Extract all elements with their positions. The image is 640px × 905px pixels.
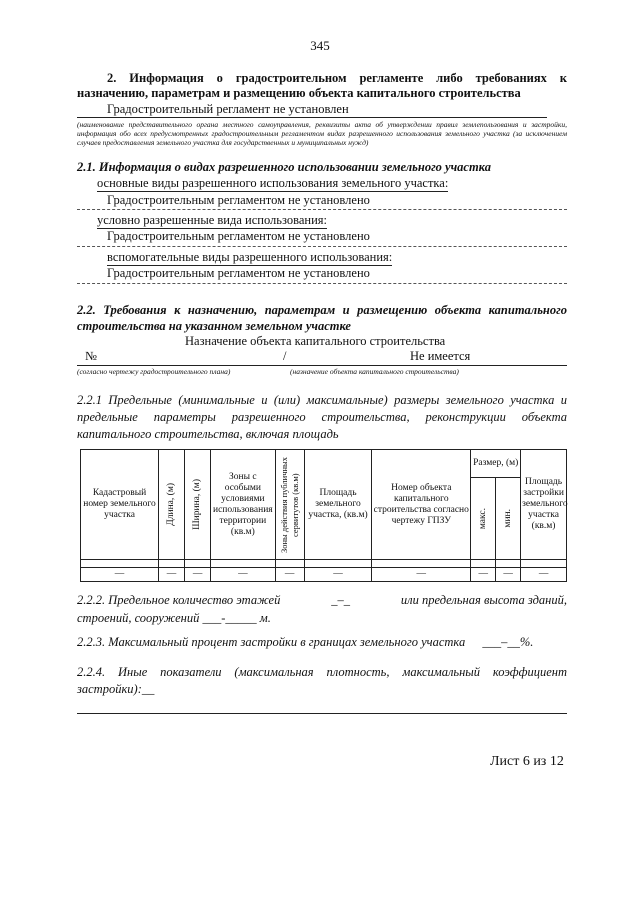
conditional-use-value: Градостроительным регламентом не установлено xyxy=(107,229,370,243)
col-cadastral: Кадастровый номер земельного участка xyxy=(81,450,159,560)
divider xyxy=(77,209,567,210)
col-width: Ширина, (м) xyxy=(185,450,211,560)
conditional-use-label: условно разрешенные вида использования: xyxy=(97,213,327,227)
regulation-note: (наименование представительного органа местного самоуправления, реквизиты акта об утверждении правил землепользования и застройки, информация обо всех предусмотренных градостроительным регламентом видах разрешенного использования земельного участка (за исключением случаев предоставления земельного участка для государственных и муниципальных нужд) xyxy=(77,120,567,147)
main-use-label: основные виды разрешенного использования земельного участка: xyxy=(97,176,449,190)
col-build-area: Площадь застройки земельного участка (кв.м) xyxy=(521,450,567,560)
sheet-number: Лист 6 из 12 xyxy=(490,754,564,769)
section-2-2-1: 2.2.1 Предельные (минимальные и (или) максимальные) размеры земельного участка и предельные параметры разрешенного строительства, реконструкции объекта капитального строительства, включая площадь xyxy=(77,393,567,441)
col-object: Номер объекта капитального строительства согласно чертежу ГПЗУ xyxy=(372,450,471,560)
page-number: 345 xyxy=(310,38,330,53)
section-2-2-title: 2.2. Требования к назначению, параметрам и размещению объекта капитального строительства на указанном земельном участке xyxy=(77,303,567,333)
purpose-value: Не имеется xyxy=(410,349,471,363)
regulation-status: Градостроительный регламент не установлен xyxy=(77,102,547,118)
col-area: Площадь земельного участка, (кв.м) xyxy=(304,450,372,560)
main-use-value: Градостроительным регламентом не установлено xyxy=(107,193,370,207)
col-length: Длина, (м) xyxy=(159,450,185,560)
col-min: мин. xyxy=(496,478,521,560)
col-max: макс. xyxy=(471,478,496,560)
col-size: Размер, (м) xyxy=(471,450,521,478)
number-sign: № xyxy=(85,349,97,363)
divider xyxy=(77,246,567,247)
slash: / xyxy=(283,349,287,363)
purpose-line xyxy=(77,349,567,366)
divider xyxy=(77,283,567,284)
section-2-2-3: 2.2.3. Максимальный процент застройки в границах земельного участка ___–__%. xyxy=(77,635,534,649)
purpose-label: Назначение объекта капитального строительства xyxy=(185,334,446,348)
caption-right: (назначение объекта капитального строительства) xyxy=(290,367,459,376)
col-servitude: Зоны действия публичных сервитутов (кв.м) xyxy=(275,450,304,560)
parameters-table xyxy=(80,449,567,582)
col-zones: Зоны с особыми условиями использования территории (кв.м) xyxy=(211,450,276,560)
section-heading: 2. Информация о градостроительном регламенте либо требованиях к назначению, параметрам и размещению объекта капитального строительства xyxy=(77,71,567,100)
table-row: — — — — — — — — — — xyxy=(81,568,567,582)
section-2-2-2: 2.2.2. Предельное количество этажей _–_ или предельная высота зданий, строений, сооружений ___-_____ м. xyxy=(77,593,567,625)
auxiliary-use-label: вспомогательные виды разрешенного использования: xyxy=(107,250,393,264)
section-2-1-title: 2.1. Информация о видах разрешенного использовании земельного участка xyxy=(77,160,491,174)
caption-left: (согласно чертежу градостроительного плана) xyxy=(77,367,231,376)
divider xyxy=(77,713,567,714)
auxiliary-use-value: Градостроительным регламентом не установлено xyxy=(107,266,370,280)
section-2-2-4: 2.2.4. Иные показатели (максимальная плотность, максимальный коэффициент застройки):__ xyxy=(77,665,567,696)
